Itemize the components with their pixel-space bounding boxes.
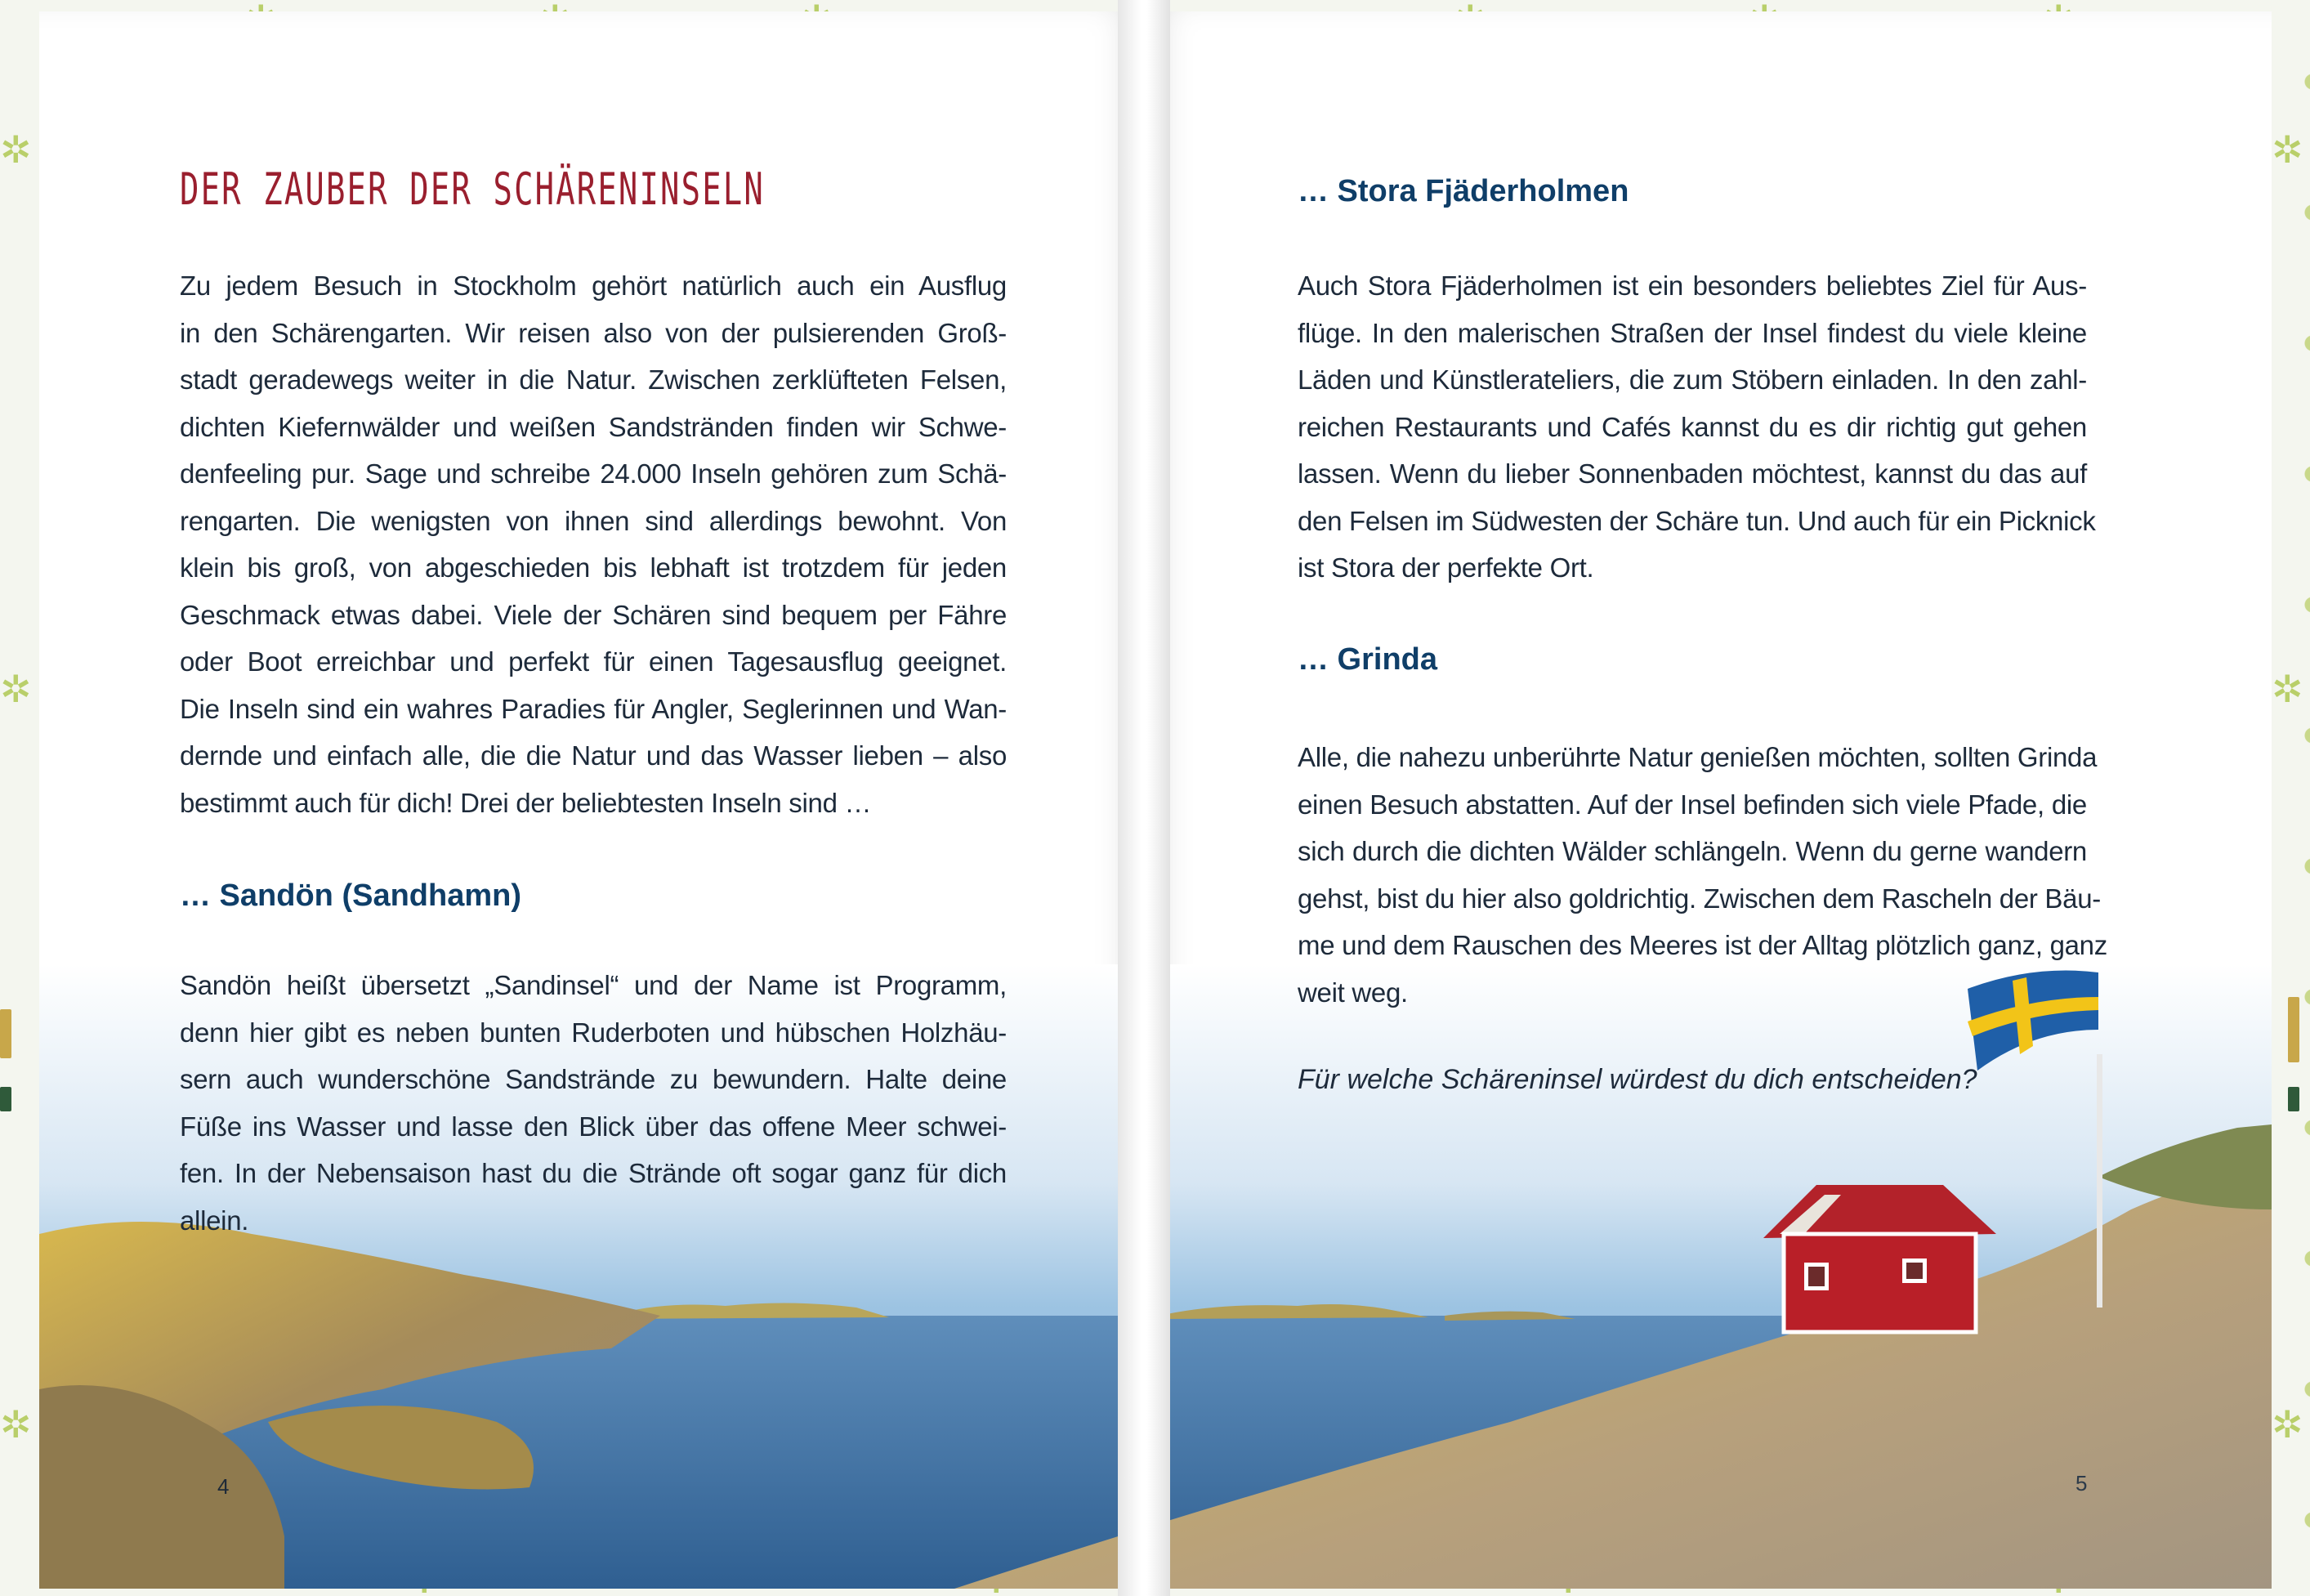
grinda-line: Alle, die nahezu unberührte Natur genießen möchten, sollten Grinda (1298, 742, 2098, 772)
intro-line: dernde und einfach alle, die die Natur und das Wasser lieben – also (180, 740, 1007, 771)
edge-marker (2288, 997, 2299, 1062)
intro-line: Zu jedem Besuch in Stockholm gehört natürlich auch ein Ausflug (180, 270, 1007, 301)
closing-question: Für welche Schäreninsel würdest du dich entscheiden? (1298, 1064, 1977, 1095)
stora-heading: … Stora Fjäderholmen (1298, 174, 1629, 208)
cover-star-icon: ✲ (0, 667, 32, 711)
edge-marker (0, 1009, 11, 1058)
edge-marker (0, 1087, 11, 1111)
sandon-line: Sandön heißt übersetzt „Sandinsel“ und der Name ist Programm, (180, 970, 1007, 1000)
grinda-line: einen Besuch abstatten. Auf der Insel befinden sich viele Pfade, die (1298, 789, 2087, 820)
sandon-line: fen. In der Nebensaison hast du die Strände oft sogar ganz für dich (180, 1158, 1007, 1188)
intro-line: stadt geradewegs weiter in die Natur. Zwischen zerklüfteten Felsen, (180, 364, 1007, 395)
intro-paragraph (180, 262, 1007, 826)
intro-line: in den Schärengarten. Wir reisen also von der pulsierenden Groß- (180, 317, 1007, 348)
cover-star-icon: ✲ (0, 1402, 32, 1446)
stora-line: ist Stora der perfekte Ort. (1298, 552, 1594, 583)
stora-line: Läden und Künstlerateliers, die zum Stöbern einladen. In den zahl- (1298, 364, 2087, 395)
stora-line: lassen. Wenn du lieber Sonnenbaden möchtest, kannst du das auf (1298, 458, 2087, 489)
sandon-heading: … Sandön (Sandhamn) (180, 878, 521, 913)
red-cabin-icon (1763, 1185, 1996, 1332)
intro-line: klein bis groß, von abgeschieden bis lebhaft ist trotzdem für jeden (180, 552, 1007, 583)
stora-line: reichen Restaurants und Cafés kannst du es dir richtig gut gehen (1298, 411, 2087, 442)
grinda-line: weit weg. (1298, 977, 1408, 1008)
cover-star-icon: ✲ (2272, 1402, 2303, 1446)
grinda-line: me und dem Rauschen des Meeres ist der Alltag plötzlich ganz, ganz (1298, 930, 2107, 960)
page-number-left: 4 (217, 1474, 230, 1499)
cover-star-icon: ✲ (2272, 667, 2303, 711)
book-spine (1118, 0, 1170, 1596)
intro-line: denfeeling pur. Sage und schreibe 24.000 Inseln gehören zum Schä- (180, 458, 1007, 489)
intro-line: Die Inseln sind ein wahres Paradies für Angler, Seglerinnen und Wan- (180, 693, 1007, 724)
intro-line: rengarten. Die wenigsten von ihnen sind allerdings bewohnt. Von (180, 505, 1007, 536)
grinda-line: sich durch die dichten Wälder schlängeln. Wenn du gerne wandern (1298, 836, 2087, 866)
edge-marker (2288, 1087, 2299, 1111)
stora-line: Auch Stora Fjäderholmen ist ein besonders beliebtes Ziel für Aus- (1298, 270, 2087, 301)
grinda-line: gehst, bist du hier also goldrichtig. Zwischen dem Rascheln der Bäu- (1298, 883, 2101, 914)
grinda-paragraph (1298, 734, 2107, 1016)
page-title: DER ZAUBER DER SCHÄRENINSELN (180, 163, 765, 215)
stora-line: flüge. In den malerischen Straßen der Insel findest du viele kleine (1298, 317, 2087, 348)
sandon-line: sern auch wunderschöne Sandstrände zu bewundern. Halte deine (180, 1064, 1007, 1094)
sandon-paragraph (180, 962, 1007, 1244)
page-number-right: 5 (2075, 1471, 2088, 1495)
intro-line: oder Boot erreichbar und perfekt für einen Tagesausflug geeignet. (180, 646, 1007, 677)
stora-paragraph (1298, 262, 2096, 592)
sandon-line: Füße ins Wasser und lasse den Blick über das offene Meer schwei- (180, 1111, 1007, 1142)
sandon-line: allein. (180, 1205, 249, 1236)
intro-line: bestimmt auch für dich! Drei der beliebtesten Inseln sind … (180, 787, 872, 818)
cover-star-icon: ✲ (2272, 127, 2303, 172)
grinda-heading: … Grinda (1298, 642, 1438, 677)
intro-line: Geschmack etwas dabei. Viele der Schären sind bequem per Fähre (180, 599, 1007, 630)
intro-line: dichten Kiefernwälder und weißen Sandstränden finden wir Schwe- (180, 411, 1007, 442)
stora-line: den Felsen im Südwesten der Schäre tun. Und auch für ein Picknick (1298, 505, 2096, 536)
cover-star-icon: ✲ (0, 127, 32, 172)
sandon-line: denn hier gibt es neben bunten Ruderboten und hübschen Holzhäu- (180, 1017, 1007, 1048)
